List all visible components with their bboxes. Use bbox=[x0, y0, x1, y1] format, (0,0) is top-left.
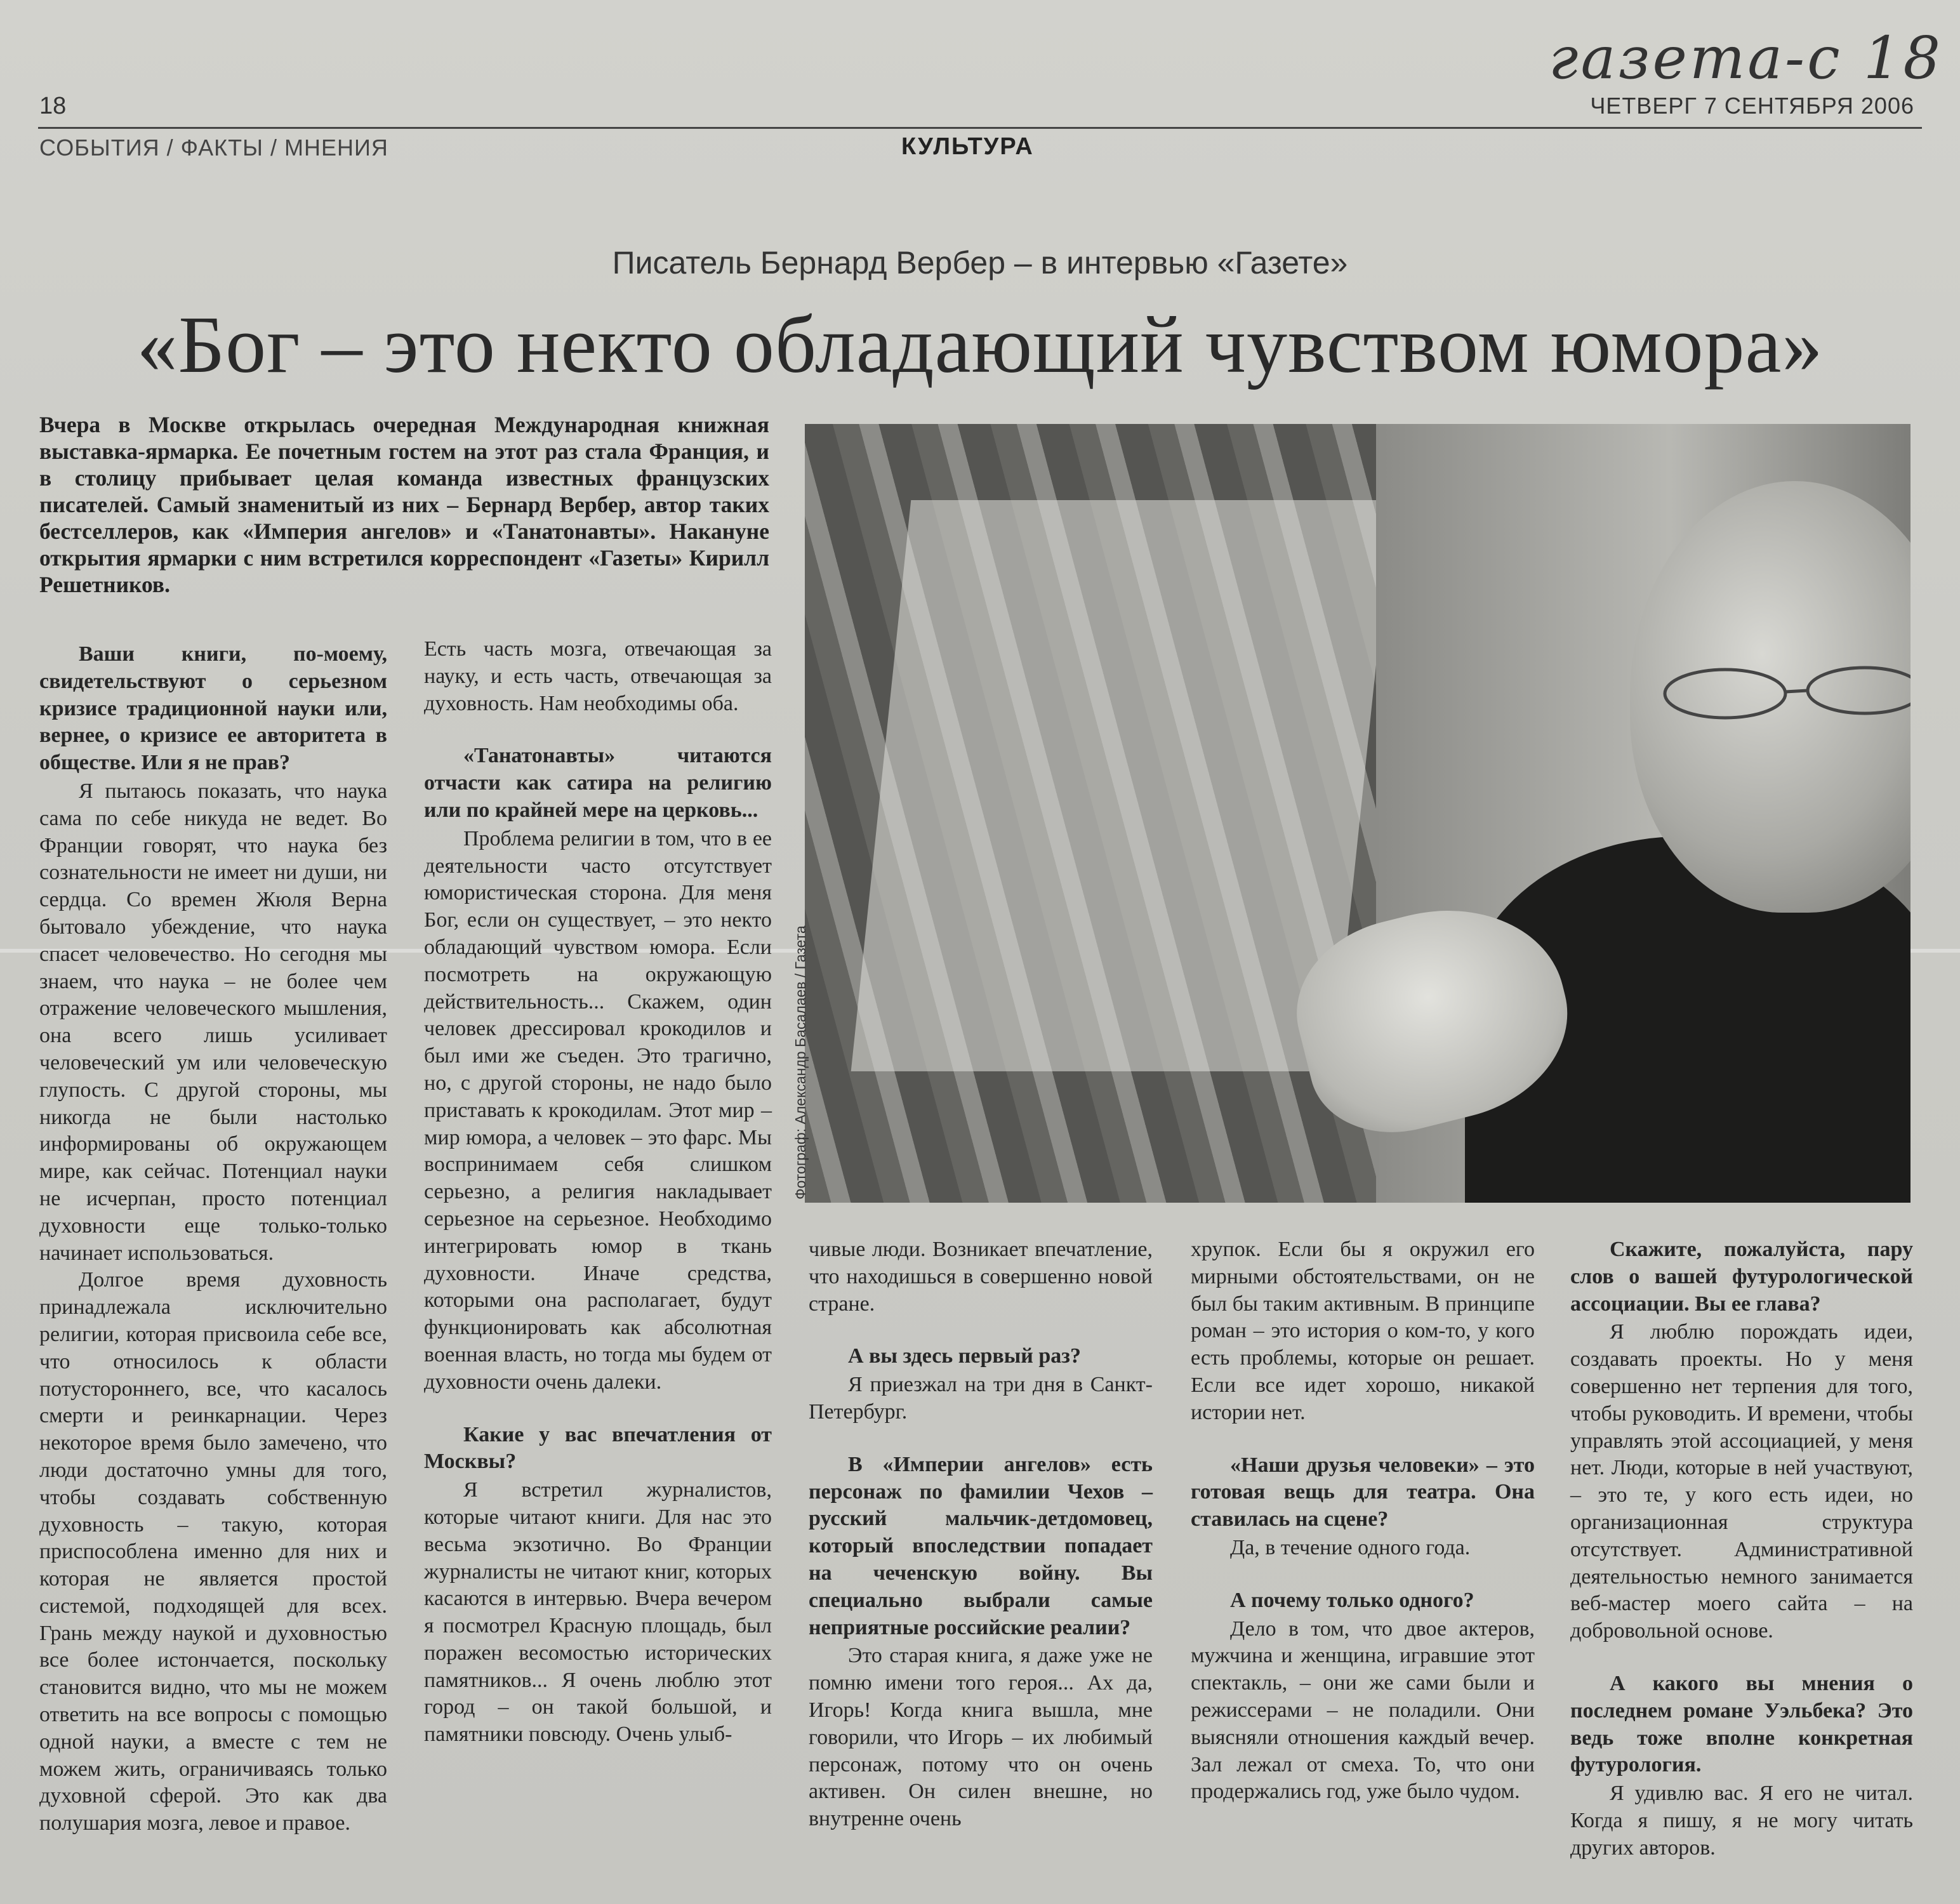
interview-answer: Это старая книга, я даже уже не помню имени того героя... Ах да, Игорь! Когда книга вышла, мне говорили, что Игорь – их любимый персонаж, потому что он очень активен. Он силен внешне, но внутренне очень bbox=[809, 1644, 1153, 1831]
article-column-5 bbox=[1570, 1236, 1913, 1862]
page-number: 18 bbox=[39, 93, 67, 119]
interview-question: А вы здесь первый раз? bbox=[848, 1344, 1081, 1368]
interview-answer: Я встретил журналистов, которые читают книги. Для нас это весьма экзотично. Во Франции журналисты не читают книг, которых касаются в интервью. Вчера вечером я посмотрел Красную площадь, был поражен весомостью исторических памятников... Я очень люблю этот город – он такой большой, и памятники повсюду. Очень улыб- bbox=[424, 1478, 772, 1747]
interview-question: В «Империи ангелов» есть персонаж по фамилии Чехов – русский мальчик-детдомовец, который впоследствии попадает на чеченскую войну. Вы специально выбрали самые неприятные российские реалии? bbox=[809, 1452, 1153, 1639]
article-lead: Вчера в Москве открылась очередная Международная книжная выставка-ярмарка. Ее почетным гостем на этот раз стала Франция, и в столицу прибывает целая команда известных французских писателей. Самый знаменитый из них – Бернард Вербер, автор таких бестселлеров, как «Империя ангелов» и «Танатонавты». Накануне открытия ярмарки с ним встретился корреспондент «Газеты» Кирилл Решетников. bbox=[39, 412, 769, 597]
interview-answer: хрупок. Если бы я окружил его мирными обстоятельствами, он не был бы таким активным. В принципе роман – это история о ком-то, у кого есть проблемы, которые он решает. Если все идет хорошо, никакой истории нет. bbox=[1191, 1238, 1535, 1424]
interview-question: А какого вы мнения о последнем романе Уэльбека? Это ведь тоже вполне конкретная футурология. bbox=[1570, 1671, 1913, 1777]
issue-date: ЧЕТВЕРГ 7 СЕНТЯБРЯ 2006 bbox=[1590, 93, 1914, 119]
section-label: СОБЫТИЯ / ФАКТЫ / МНЕНИЯ bbox=[39, 135, 388, 161]
interview-answer: Проблема религии в том, что в ее деятельности часто отсутствует юмористическая сторона. Для меня Бог, если он существует, – это некто обладающий чувством юмора. Если посмотреть на окружающую действительность... Скажем, один человек дрессировал крокодилов и был ими же съеден. Это трагично, но, с другой стороны, не надо было приставать к крокодилам. Этот мир – мир юмора, а человек – это фарс. Мы воспринимаем себя слишком серьезно, а религия накладывает серьезное на серьезное. Необходимо интегрировать юмор в ткань духовности. Иначе средства, которыми она располагает, будут функционировать как абсолютная военная власть, но тогда мы будем от духовности очень далеки. bbox=[424, 826, 772, 1394]
handwritten-note: газета-с 18 bbox=[1549, 24, 1943, 92]
interview-question: Какие у вас впечатления от Москвы? bbox=[424, 1422, 772, 1474]
author-photo bbox=[805, 424, 1910, 1203]
interview-question: А почему только одного? bbox=[1230, 1588, 1474, 1612]
article-column-2 bbox=[424, 636, 772, 1749]
interview-answer: Я удивлю вас. Я его не читал. Когда я пишу, я не могу читать других авторов. bbox=[1570, 1782, 1913, 1860]
interview-question: Скажите, пожалуйста, пару слов о вашей футурологической ассоциации. Вы ее глава? bbox=[1570, 1238, 1913, 1316]
rubric-label: КУЛЬТУРА bbox=[901, 133, 1034, 160]
interview-answer: чивые люди. Возникает впечатление, что находишься в совершенно новой стране. bbox=[809, 1238, 1153, 1316]
interview-answer: Я приезжал на три дня в Санкт-Петербург. bbox=[809, 1373, 1153, 1424]
article-headline: «Бог – это некто обладающий чувством юмора» bbox=[136, 300, 1824, 390]
article-kicker: Писатель Бернард Вербер – в интервью «Газете» bbox=[612, 245, 1348, 281]
header-rule bbox=[38, 127, 1922, 129]
interview-answer: Я пытаюсь показать, что наука сама по себе никуда не ведет. Во Франции говорят, что наука без сознательности не имеет ни души, ни сердца. Со времен Жюля Верна бытовало убеждение, что наука спасет человечество. Но сегодня мы знаем, что наука – не более чем отражение человеческого мышления, она всего лишь усиливает человеческий ум или человеческую глупость. С другой стороны, мы никогда не были настолько информированы об окружающем мире, как сейчас. Потенциал науки не исчерпан, просто потенциал духовности еще только-только начинает использоваться. bbox=[39, 779, 387, 1265]
article-column-1 bbox=[39, 641, 387, 1837]
glasses-icon bbox=[1655, 665, 1910, 722]
interview-question: «Наши друзья человеки» – это готовая вещь для театра. Она ставилась на сцене? bbox=[1191, 1453, 1535, 1531]
interview-answer: Долгое время духовность принадлежала исключительно религии, которая присвоила себе все, что относилось к области потустороннего, все, что касалось смерти и реинкарнации. Через некоторое время было замечено, что люди достаточно умны для того, чтобы создавать собственную духовность – такую, которая приспособлена именно для них и которая не является простой системой, подходящей для всех. Грань между наукой и духовностью все более истончается, поскольку становится видно, что мы не можем ответить на все вопросы с помощью одной науки, а вместе с тем не можем жить, ограничиваясь только духовной сферой. Это как два полушария мозга, левое и правое. bbox=[39, 1268, 387, 1835]
interview-question: Ваши книги, по-моему, свидетельствуют о серьезном кризисе традиционной науки или, вернее, о кризисе ее авторитета в обществе. Или я не прав? bbox=[39, 642, 387, 775]
article-column-3 bbox=[809, 1236, 1153, 1833]
interview-answer: Есть часть мозга, отвечающая за науку, и есть часть, отвечающая за духовность. Нам необходимы оба. bbox=[424, 637, 772, 715]
interview-answer: Я люблю порождать идеи, создавать проекты. Но у меня совершенно нет терпения для того, чтобы руководить. И времени, чтобы управлять этой ассоциацией, у меня нет. Люди, которые в ней участвуют, – это те, у кого есть идеи, но организационная структура отсутствует. Административной деятельностью немного занимается веб-мастер моего сайта – на добровольной основе. bbox=[1570, 1320, 1913, 1643]
interview-answer: Дело в том, что двое актеров, мужчина и женщина, игравшие этот спектакль, – они же сами были и режиссерами – не поладили. Они выясняли отношения каждый вечер. Зал лежал от смеха. То, что они продержались год, уже было чудом. bbox=[1191, 1616, 1535, 1804]
interview-question: «Танатонавты» читаются отчасти как сатира на религию или по крайней мере на церковь... bbox=[424, 744, 772, 822]
photo-credit: Фотограф: Александр Басалаев / Газета bbox=[792, 925, 809, 1200]
article-column-4 bbox=[1191, 1236, 1535, 1806]
interview-answer: Да, в течение одного года. bbox=[1230, 1535, 1471, 1559]
